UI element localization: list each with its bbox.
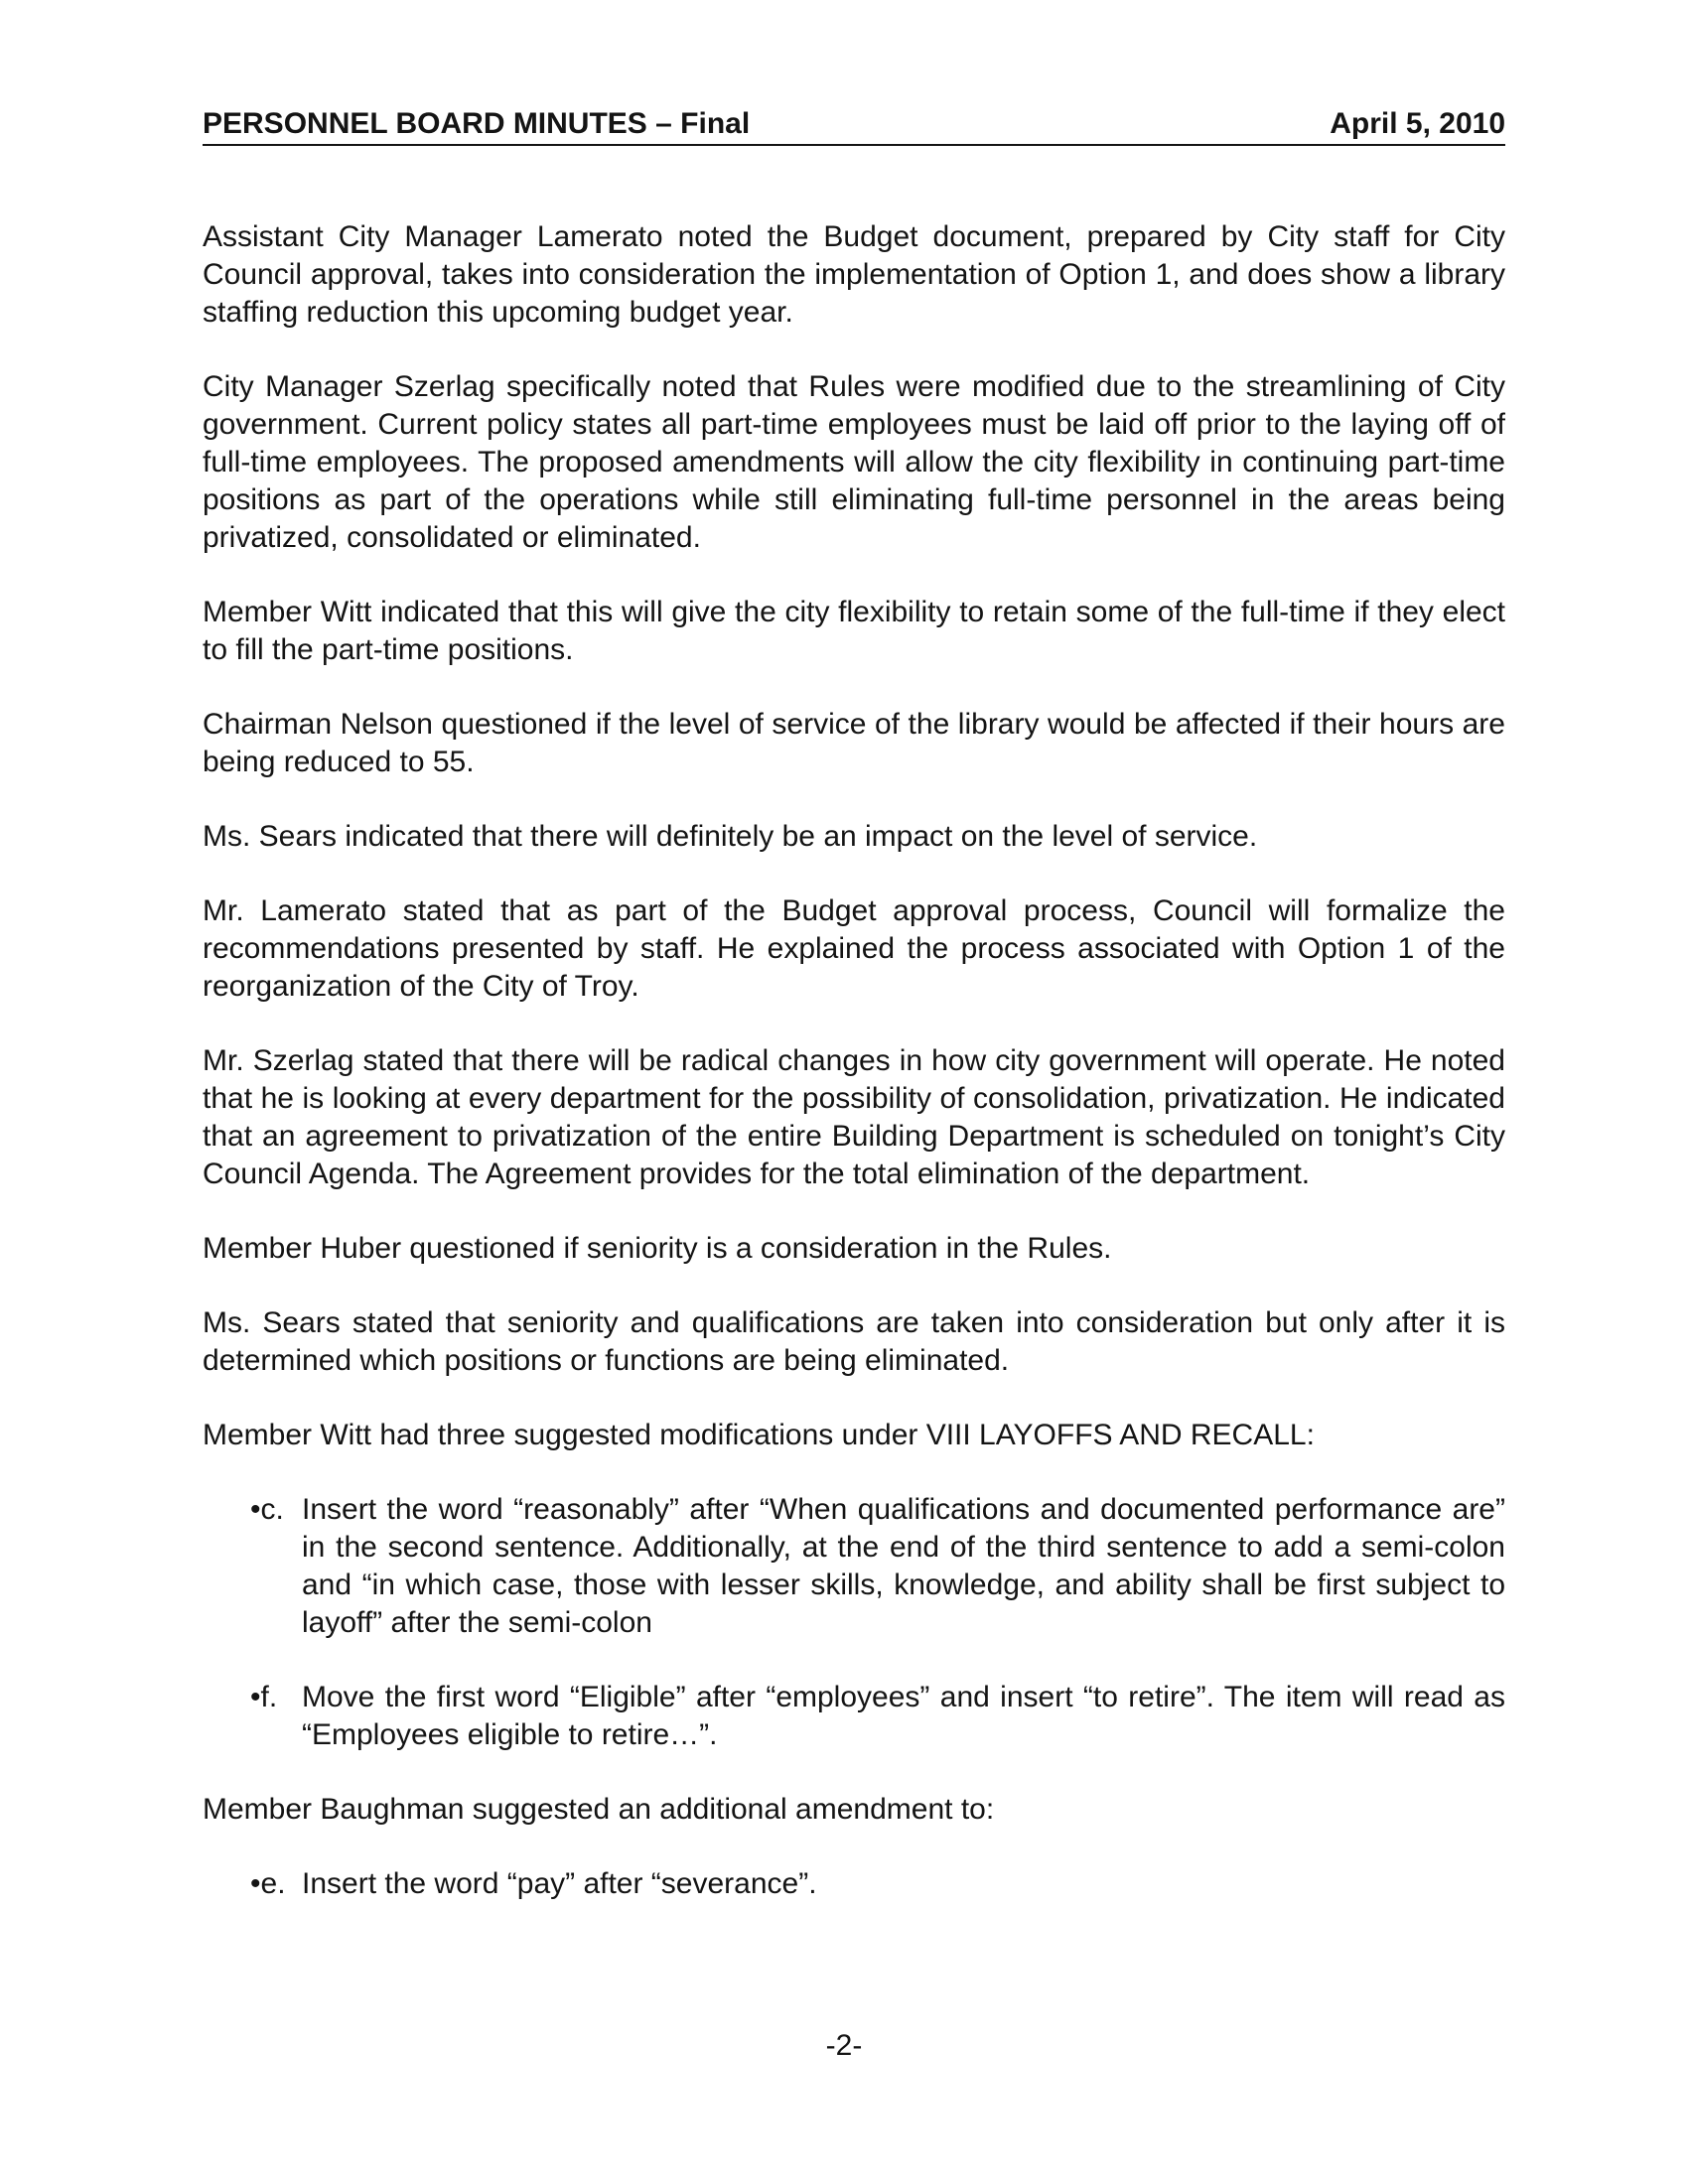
paragraph: Member Witt had three suggested modifications under VIII LAYOFFS AND RECALL: [203, 1419, 1315, 1451]
item-text: Move the first word “Eligible” after “employees” and insert “to retire”. The item will read as “Employees eligible to retire…”. [302, 1681, 1505, 1751]
paragraph: Mr. Szerlag stated that there will be radical changes in how city government will operate. He noted that he is looking at every department for the possibility of consolidation, privatization. He indicated that an agreement to privatization of the entire Building Department is scheduled on tonight’s City Council Agenda. The Agreement provides for the total elimination of the department. [203, 1044, 1505, 1190]
document-title: PERSONNEL BOARD MINUTES – Final [203, 107, 751, 140]
amendment-item [203, 1491, 1505, 1642]
page-header [203, 104, 1505, 146]
item-marker: •f. [250, 1681, 278, 1713]
page-number: -2- [825, 2029, 863, 2062]
paragraph: Ms. Sears stated that seniority and qualifications are taken into consideration but only after it is determined which positions or functions are being eliminated. [203, 1306, 1505, 1377]
paragraph: Assistant City Manager Lamerato noted the Budget document, prepared by City staff for City Council approval, takes into consideration the implementation of Option 1, and does show a library staffing reduction this upcoming budget year. [203, 220, 1505, 329]
paragraph: Ms. Sears indicated that there will definitely be an impact on the level of service. [203, 820, 1258, 853]
item-text: Insert the word “reasonably” after “When qualifications and documented performance are” in the second sentence. Additionally, at the end of the third sentence to add a semi-colon and “in which case, those with lesser skills, knowledge, and ability shall be first subject to layoff” after the semi-colon [302, 1493, 1505, 1639]
paragraph: Member Baughman suggested an additional amendment to: [203, 1793, 995, 1826]
item-marker: •c. [250, 1493, 284, 1526]
paragraph: Chairman Nelson questioned if the level of service of the library would be affected if their hours are being reduced to 55. [203, 708, 1505, 778]
minutes-body [203, 218, 1505, 1940]
paragraph: Member Witt indicated that this will give the city flexibility to retain some of the full-time if they elect to fill the part-time positions. [203, 596, 1505, 666]
paragraph: City Manager Szerlag specifically noted that Rules were modified due to the streamlining of City government. Current policy states all part-time employees must be laid off prior to the laying off of full-time employees. The proposed amendments will allow the city flexibility in continuing part-time positions as part of the operations while still eliminating full-time personnel in the areas being privatized, consolidated or eliminated. [203, 370, 1505, 554]
paragraph: Mr. Lamerato stated that as part of the Budget approval process, Council will formalize the recommendations presented by staff. He explained the process associated with Option 1 of the reorganization of the City of Troy. [203, 894, 1505, 1003]
item-text: Insert the word “pay” after “severance”. [302, 1867, 817, 1900]
meeting-date: April 5, 2010 [1330, 107, 1505, 140]
paragraph: Member Huber questioned if seniority is a consideration in the Rules. [203, 1232, 1112, 1265]
item-marker: •e. [250, 1867, 286, 1900]
amendment-item [203, 1679, 1505, 1754]
amendment-item [203, 1865, 1505, 1903]
